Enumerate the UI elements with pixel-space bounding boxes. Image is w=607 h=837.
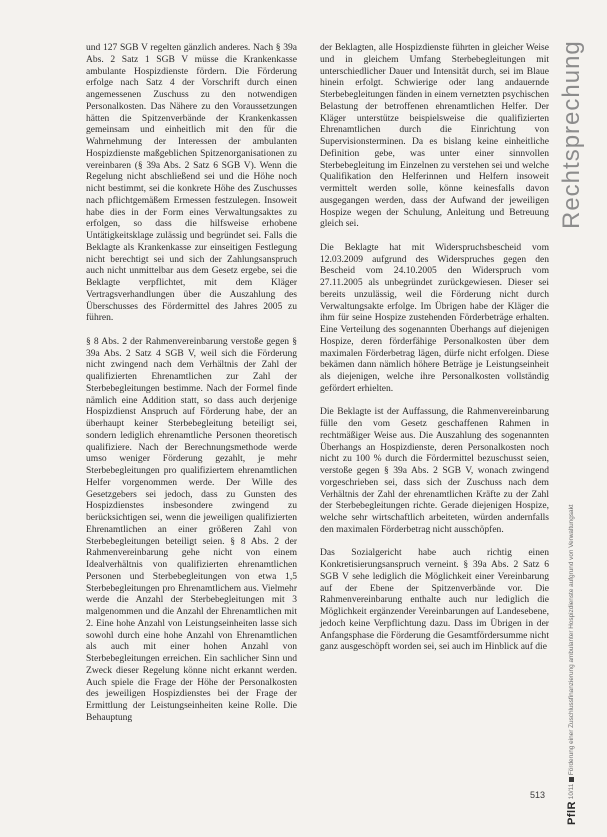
issue-number: 10/11 — [568, 783, 575, 800]
paragraph: Die Beklagte ist der Auffassung, die Rahmenvereinbarung fülle den vom Gesetz geschaffenen Rahmen in rechtmäßiger Weise aus. Die Auszahlung des sogenannten Überhangs an Hospizdienste, deren Personalkosten noch nicht zu 100 % durch die Fördermittel bezuschusst seien, verstoße gegen § 39a Abs. 2 SGB V, wonach zwingend vorgeschrieben sei, dass sich der Zuschuss nach dem Verhältnis der Zahl der ehrenamtlichen Kräfte zu der Zahl der Sterbebegleitungen richte. Gerade diejenigen Hospize, welche sehr wirtschaftlich arbeiteten, würden andernfalls den maximalen Förderbetrag nicht ausschöpfen. — [320, 406, 549, 535]
paragraph: § 8 Abs. 2 der Rahmenvereinbarung verstoße gegen § 39a Abs. 2 Satz 4 SGB V, weil sich die Förderung nicht zwingend nach dem Verhältnis der Zahl der qualifizierten Ehrenamtlichen zur Zahl der Sterbebegleitungen bestimme. Nach der Formel finde nämlich eine Addition statt, so dass auch derjenige Hospizdienst Anspruch auf Förderung habe, der an überhaupt keiner Sterbebegleitung beteiligt sei, sondern lediglich ehrenamtliche Personen theoretisch qualifiziere. Nach der Berechnungsmethode werde umso weniger Förderung gezahlt, je mehr Sterbebegleitungen pro qualifiziertem ehrenamtlichen Helfer vorgenommen werde. Der Wille des Gesetzgebers sei jedoch, dass zu Gunsten des Hospizdienstes insbesondere zwingend zu berücksichtigen sei, wenn die jeweiligen qualifizierten Ehrenamtlichen an einer größeren Zahl von Sterbebegleitungen beteiligt seien. § 8 Abs. 2 der Rahmenvereinbarung gehe nicht von einem Idealverhältnis von qualifizierten ehrenamtlichen Personen und Sterbebegleitungen von etwa 1,5 Sterbebegleitungen pro Ehrenamtlichem aus. Vielmehr werde die Anzahl der Sterbebegleitungen mit 3 malgenommen und die Anzahl der Ehrenamtlichen mit 2. Eine hohe Anzahl von Leistungseinheiten lasse sich sowohl durch eine hohe Anzahl von Ehrenamtlichen als auch mit einer hohen Anzahl von Sterbebegleitungen erreichen. Ein sachlicher Sinn und Zweck dieser Regelung könne nicht erkannt werden. Auch spiele die Frage der Höhe der Personalkosten des jeweiligen Hospizdienstes bei der Frage der Ermittlung der Leistungseinheiten keine Rolle. Die Behauptung — [86, 335, 297, 723]
journal-logo: PflR — [566, 801, 578, 825]
paragraph: Die Beklagte hat mit Widerspruchsbescheid vom 12.03.2009 aufgrund des Widerspruches gegen den Bescheid vom 24.10.2005 den Widerspruch vom 27.11.2005 als unbegründet zurückgewiesen. Dieser sei bereits unzulässig, weil die Förderung nicht durch Verwaltungsakte erfolge. Im Übrigen habe der Kläger die ihm für seine Hospize zustehenden Förderbeträge erhalten. Eine Verteilung des sogenannten Überhangs auf diejenigen Hospize, deren förderfähige Personalkosten über dem maximalen Förderbetrag lägen, dürfe nicht erfolgen. Diese bekämen dann nämlich höhere Beträge je Leistungseinheit als diejenigen, welche ihre Personalkosten vollständig gefördert erhielten. — [320, 241, 549, 394]
square-bullet-icon — [570, 777, 575, 782]
paragraph: und 127 SGB V regelten gänzlich anderes. Nach § 39a Abs. 2 Satz 1 SGB V müsse die Krankenkasse ambulante Hospizdienste fördern. Die Förderung erfolge nach Satz 4 der Vorschrift durch einen angemessenen Zuschuss zu den notwendigen Personalkosten. Das Nähere zu den Voraussetzungen hätten die Spitzenverbände der Krankenkassen gemeinsam und einheitlich mit den für die Wahrnehmung der Interessen der ambulanten Hospizdienste maßgeblichen Spitzenorganisationen zu vereinbaren (§ 39a Abs. 2 Satz 6 SGB V). Wenn die Regelung nicht abschließend sei und die Höhe noch nicht bestimmt, sei die konkrete Höhe des Zuschusses nach pflichtgemäßem Ermessen festzulegen. Insoweit habe dies in der Form eines Verwaltungsaktes zu erfolgen, so dass die hilfsweise erhobene Untätigkeitsklage zulässig und begründet sei. Falls die Beklagte als Krankenkasse zur einseitigen Festlegung nicht berechtigt sei und sich der Zahlungsanspruch auch nicht unmittelbar aus dem Gesetz ergebe, sei die Beklagte verpflichtet, mit dem Kläger Vertragsverhandlungen über die Auszahlung des Überschusses des Fördermittel des Jahres 2005 zu führen. — [86, 42, 297, 324]
paragraph: Das Sozialgericht habe auch richtig einen Konkretisierungsanspruch verneint. § 39a Abs. 2 Satz 6 SGB V sehe lediglich die Möglichkeit einer Vereinbarung auf der Ebene der Spitzenverbände vor. Die Rahmenvereinbarung enthalte auch nur lediglich die Möglichkeit ergänzender Vereinbarungen auf Landesebene, jedoch keine Verpflichtung dazu. Dass im Übrigen in der Anfangsphase die Förderung die Gesamtfördersumme nicht ganz ausgeschöpft worden sei, sei auch im Hinblick auf die — [320, 547, 549, 653]
margin-note — [566, 385, 578, 825]
section-title: Rechtsprechung — [558, 40, 585, 229]
left-column — [86, 42, 297, 735]
page-number: 513 — [530, 790, 546, 800]
margin-note-text: Förderung einer Zuschlussfinanzierung ambulanter Hospizdienste aufgrund von Verwaltungsakt — [568, 504, 575, 776]
paragraph: der Beklagten, alle Hospizdienste führten in gleicher Weise und in gleichem Umfang Sterbebegleitungen mit unterschiedlicher Dauer und Intensität durch, sei im Blaue hinein erfolgt. Schwierige oder lang andauernde Sterbebegleitungen fänden in einem vernetzten psychischen Belastung der betroffenen ehrenamtlichen Helfer. Der Kläger unterstütze beispielsweise die qualifizierten Ehrenamtlichen durch die Einrichtung von Supervisionsterminen. Da es bislang keine einheitliche Definition gebe, was unter einer sinnvollen Sterbebegleitung im Einzelnen zu verstehen sei und welche Qualifikation den Helferinnen und Helfern insoweit vermittelt werden solle, könne keinesfalls davon ausgegangen werden, dass der Aufwand der jeweiligen Hospize wegen der Schulung, Anleitung und Betreuung gleich sei. — [320, 42, 549, 230]
right-column — [320, 42, 549, 665]
